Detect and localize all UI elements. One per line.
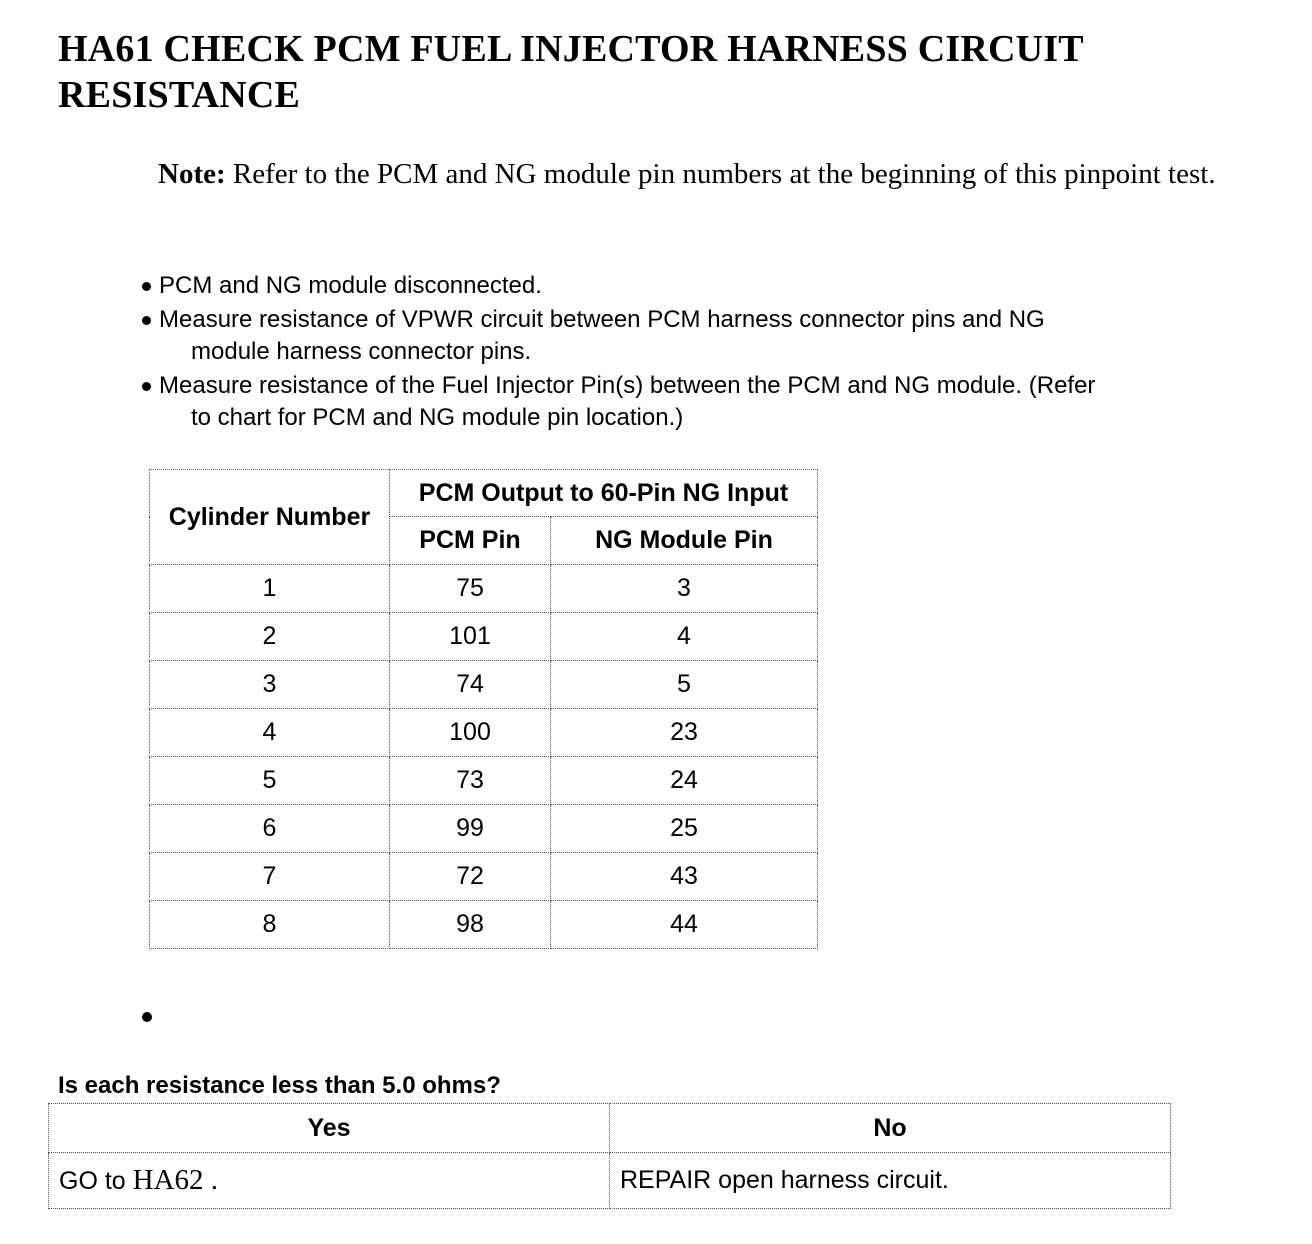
no-action-cell: REPAIR open harness circuit. [610,1153,1171,1209]
ng-pin-cell: 25 [551,805,818,853]
cylinder-cell: 3 [150,661,390,709]
table-row [150,613,818,661]
header-pcm-output-group: PCM Output to 60-Pin NG Input [390,470,818,517]
step-text: Measure resistance of VPWR circuit between PCM harness connector pins and NG [159,306,1045,333]
ha62-link[interactable]: HA62 [132,1164,204,1196]
ng-pin-cell: 3 [551,565,818,613]
step-text-continued: to chart for PCM and NG module pin location.) [191,404,684,431]
cylinder-cell: 4 [150,709,390,757]
bullet-icon [142,282,151,291]
pcm-pin-cell: 72 [390,853,551,901]
step-text: PCM and NG module disconnected. [159,272,542,299]
step-item [140,304,1270,368]
cylinder-cell: 8 [150,901,390,949]
empty-bullet-icon [142,1012,152,1022]
pcm-pin-cell: 98 [390,901,551,949]
cylinder-cell: 1 [150,565,390,613]
decision-question: Is each resistance less than 5.0 ohms? [58,1072,501,1099]
pcm-pin-cell: 100 [390,709,551,757]
pcm-pin-cell: 73 [390,757,551,805]
no-header: No [610,1104,1171,1153]
table-row [150,901,818,949]
header-ng-module-pin: NG Module Pin [551,517,818,565]
ng-pin-cell: 23 [551,709,818,757]
ng-pin-cell: 24 [551,757,818,805]
header-pcm-pin: PCM Pin [390,517,551,565]
ng-pin-cell: 5 [551,661,818,709]
table-row [150,757,818,805]
step-item [140,270,1270,302]
pin-location-table [149,469,818,949]
pcm-pin-cell: 99 [390,805,551,853]
cylinder-cell: 7 [150,853,390,901]
cylinder-cell: 6 [150,805,390,853]
yes-action-cell [49,1153,610,1209]
note-label: Note: [158,158,226,190]
bullet-icon [142,316,151,325]
ng-pin-cell: 4 [551,613,818,661]
step-item [140,370,1270,434]
page-title: HA61 CHECK PCM FUEL INJECTOR HARNESS CIRCUIT RESISTANCE [58,28,1084,116]
note-text: Refer to the PCM and NG module pin numbers at the beginning of this pinpoint test. [232,158,1216,190]
pcm-pin-cell: 101 [390,613,551,661]
step-text: Measure resistance of the Fuel Injector Pin(s) between the PCM and NG module. (Refer [159,372,1096,399]
yes-header: Yes [49,1104,610,1153]
cylinder-cell: 2 [150,613,390,661]
yes-action-prefix: GO to [59,1167,126,1195]
pcm-pin-cell: 75 [390,565,551,613]
yes-action-suffix: . [203,1164,219,1196]
bullet-icon [142,382,151,391]
table-row [150,805,818,853]
step-text-continued: module harness connector pins. [191,338,532,365]
step-list [140,270,1270,436]
table-row [150,853,818,901]
table-row [150,709,818,757]
decision-table [48,1103,1171,1209]
pcm-pin-cell: 74 [390,661,551,709]
ng-pin-cell: 43 [551,853,818,901]
header-cylinder-number: Cylinder Number [150,470,390,565]
note-paragraph [158,154,1238,194]
cylinder-cell: 5 [150,757,390,805]
table-row [150,661,818,709]
table-row [150,565,818,613]
ng-pin-cell: 44 [551,901,818,949]
